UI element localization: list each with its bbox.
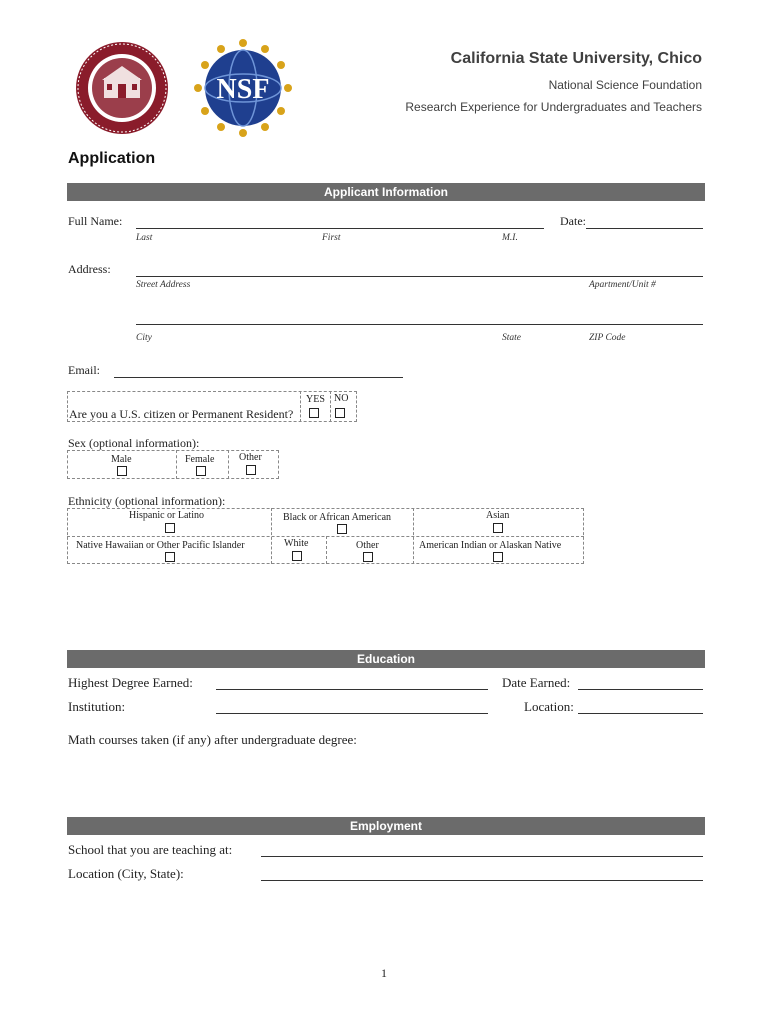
page-title: Application (68, 150, 156, 167)
last-name-hint: Last (136, 233, 153, 243)
ethnicity-hispanic-checkbox[interactable] (165, 523, 175, 533)
yes-label: YES (306, 394, 325, 405)
city-state-zip-field[interactable] (136, 324, 703, 325)
ethnicity-hispanic-label: Hispanic or Latino (129, 510, 204, 521)
education-section-header: Education (67, 650, 705, 668)
no-label: NO (334, 393, 349, 404)
sex-female-label: Female (185, 454, 215, 465)
ethnicity-other-label: Other (356, 540, 379, 551)
ethnicity-american-indian-label: American Indian or Alaskan Native (419, 540, 562, 551)
institution-field[interactable] (216, 713, 488, 714)
citizen-question: Are you a U.S. citizen or Permanent Resident? (69, 407, 294, 421)
sex-label: Sex (optional information): (68, 436, 200, 450)
date-earned-label: Date Earned: (502, 675, 571, 690)
date-field[interactable] (586, 228, 703, 229)
citizen-yes-checkbox[interactable] (309, 408, 319, 418)
apartment-hint: Apartment/Unit # (589, 280, 656, 290)
ethnicity-white-label: White (284, 538, 309, 549)
first-name-hint: First (322, 233, 341, 243)
employment-location-field[interactable] (261, 880, 703, 881)
sex-male-checkbox[interactable] (117, 466, 127, 476)
ethnicity-white-checkbox[interactable] (292, 551, 302, 561)
citizen-no-checkbox[interactable] (335, 408, 345, 418)
ethnicity-black-checkbox[interactable] (337, 524, 347, 534)
email-field[interactable] (114, 377, 403, 378)
sex-other-label: Other (239, 452, 262, 463)
location-field[interactable] (578, 713, 703, 714)
ethnicity-label: Ethnicity (optional information): (68, 494, 226, 508)
highest-degree-field[interactable] (216, 689, 488, 690)
employment-location-label: Location (City, State): (68, 866, 184, 881)
ethnicity-pacific-checkbox[interactable] (165, 552, 175, 562)
nsf-logo-text: NSF (216, 74, 270, 105)
address-label: Address: (68, 262, 111, 276)
city-hint: City (136, 333, 152, 343)
date-earned-field[interactable] (578, 689, 703, 690)
institution-label: Institution: (68, 699, 126, 714)
ethnicity-pacific-label: Native Hawaiian or Other Pacific Islander (76, 540, 245, 551)
ethnicity-american-indian-checkbox[interactable] (493, 552, 503, 562)
page-number: 1 (381, 966, 387, 980)
nsf-logo (193, 38, 293, 138)
sex-other-checkbox[interactable] (246, 465, 256, 475)
sex-female-checkbox[interactable] (196, 466, 206, 476)
full-name-label: Full Name: (68, 214, 123, 228)
full-name-field[interactable] (136, 228, 544, 229)
street-address-field[interactable] (136, 276, 703, 277)
applicant-section-header: Applicant Information (67, 183, 705, 201)
sex-male-label: Male (111, 454, 132, 465)
ethnicity-black-label: Black or African American (283, 512, 392, 523)
state-hint: State (502, 333, 521, 343)
math-courses-label: Math courses taken (if any) after undergraduate degree: (68, 732, 357, 747)
school-field[interactable] (261, 856, 703, 857)
date-label: Date: (560, 214, 586, 228)
employment-section-header: Employment (67, 817, 705, 835)
program-name: Research Experience for Undergraduates and Teachers (405, 100, 702, 114)
foundation-name: National Science Foundation (548, 78, 702, 92)
csu-chico-seal (74, 40, 170, 136)
ethnicity-asian-label: Asian (486, 510, 510, 521)
ethnicity-other-checkbox[interactable] (363, 552, 373, 562)
email-label: Email: (68, 363, 100, 377)
highest-degree-label: Highest Degree Earned: (68, 675, 193, 690)
ethnicity-asian-checkbox[interactable] (493, 523, 503, 533)
zip-hint: ZIP Code (589, 333, 626, 343)
middle-initial-hint: M.I. (502, 233, 518, 243)
university-name: California State University, Chico (450, 50, 702, 67)
location-label: Location: (524, 699, 574, 714)
street-address-hint: Street Address (136, 280, 191, 290)
school-label: School that you are teaching at: (68, 842, 233, 857)
